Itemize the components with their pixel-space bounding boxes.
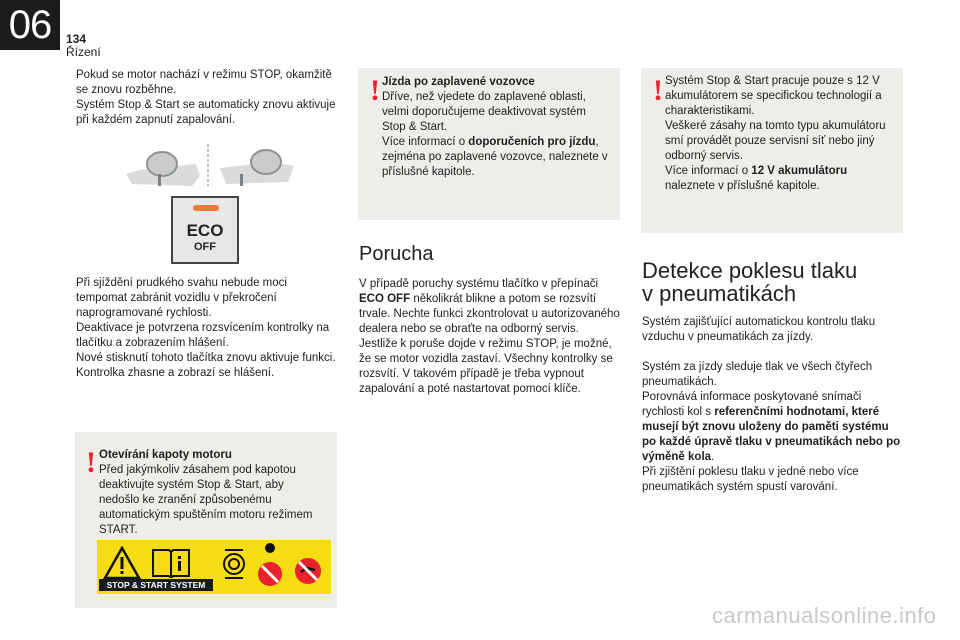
tyre-paragraph-2: Systém za jízdy sleduje tlak ve všech čtyřech pneumatikách. — [642, 361, 873, 388]
tyre-paragraph-4: Při zjištění poklesu tlaku v jedné nebo více pneumatikách systém spustí varování. — [642, 466, 859, 493]
warning-exclamation-icon: ! — [653, 74, 663, 107]
warning-exclamation-icon: ! — [370, 74, 380, 107]
hood-warning-body: Před jakýmkoliv zásahem pod kapotou deaktivujte systém Stop & Start, aby nedošlo ke zranění způsobenému automatickým spuštěním motoru režimem START. — [99, 464, 313, 536]
body-prefix: V případě poruchy systému tlačítko v přepínači — [359, 278, 599, 290]
right-wheel-drawing — [220, 150, 294, 186]
left-wheel-drawing — [126, 152, 200, 186]
more-bold: doporučeních pro jízdu — [468, 136, 596, 148]
battery-warning-line: Veškeré zásahy na tomto typu akumulátoru smí provádět pouze servisní síť nebo jiný odborný servis. — [665, 120, 886, 162]
para3-bold: referenčními hodnotami, které musejí být znovu uloženy do paměti systému po každé úpravě tlaku v pneumatikách nebo po výměně kola — [642, 406, 901, 463]
para3-suffix: . — [711, 451, 715, 463]
off-label: OFF — [194, 241, 216, 253]
col3-body — [642, 315, 904, 495]
more-suffix: naleznete v příslušné kapitole. — [665, 180, 820, 192]
no-touch-icon — [293, 556, 323, 586]
intro-paragraph: Systém Stop & Start se automaticky znovu aktivuje při každém zapnutí zapalování. — [76, 99, 336, 126]
eco-off-button — [171, 196, 239, 264]
flooded-road-more — [382, 135, 612, 180]
more-prefix: Více informací o — [665, 165, 752, 177]
flooded-road-body: Dříve, než vjedete do zaplavené oblasti, velmi doporučujeme deaktivovat systém Stop & Start. — [382, 91, 586, 133]
hood-warning-title: Otevírání kapoty motoru — [99, 449, 232, 461]
body-bold: ECO OFF — [359, 293, 411, 305]
intro-paragraph: Pokud se motor nachází v režimu STOP, okamžitě se znovu rozběhne. — [76, 69, 332, 96]
body-suffix: několikrát blikne a potom se rozsvítí trvale. Nechte funkci zkontrolovat u autorizovaného dealera nebo se obraťte na odborný servis. — [359, 293, 620, 335]
fan-hazard-icon — [221, 542, 247, 586]
col1-intro — [76, 68, 338, 128]
no-hands-icon — [255, 542, 285, 590]
battery-warning-line: Systém Stop & Start pracuje pouze s 12 V akumulátorem se specifickou technologií a charakteristikami. — [665, 75, 882, 117]
eco-label: ECO — [186, 221, 224, 240]
flooded-road-warning-text — [382, 75, 612, 180]
warning-exclamation-icon: ! — [86, 446, 96, 479]
heading-line-1: Detekce poklesu tlaku — [642, 258, 858, 283]
watermark: carmanualsonline.info — [712, 603, 937, 628]
flooded-road-title: Jízda po zaplavené vozovce — [382, 76, 535, 88]
battery-warning-more — [665, 164, 897, 194]
tyre-paragraph-3 — [642, 390, 904, 465]
tyre-paragraph-1: Systém zajišťující automatickou kontrolu tlaku vzduchu v pneumatikách za jízdy. — [642, 316, 876, 343]
flooded-road-warning-box — [358, 68, 620, 220]
hood-warning-box — [75, 432, 337, 608]
body-paragraph: Deaktivace je potvrzena rozsvícením kontrolky na tlačítku a zobrazením hlášení. — [76, 322, 330, 349]
body-paragraph: Nové stisknutí tohoto tlačítka znovu aktivuje funkci. Kontrolka zhasne a zobrazí se hlášení. — [76, 352, 336, 379]
more-prefix: Více informací o — [382, 136, 469, 148]
para3-prefix: Porovnává informace poskytované snímači rychlosti kol s — [642, 391, 862, 418]
steering-wheel-illustration — [122, 140, 298, 190]
hood-warning-text — [99, 448, 327, 538]
stop-start-label — [97, 540, 331, 594]
page-number: 134 — [66, 32, 87, 46]
battery-warning-box — [641, 68, 903, 233]
heading-tyre-pressure — [642, 259, 904, 305]
stop-start-system-label: STOP & START SYSTEM — [99, 579, 213, 591]
more-bold: 12 V akumulátoru — [751, 165, 848, 177]
warning-triangle-icon — [103, 546, 141, 580]
more-suffix: , zejména po zaplavené vozovce, naleznete v příslušné kapitole. — [382, 136, 608, 178]
col2-body — [359, 277, 623, 397]
body-paragraph: Při sjíždění prudkého svahu nebude moci tempomat zabránit vozidlu v překročení naprogramované rychlosti. — [76, 277, 287, 319]
col1-body — [76, 276, 338, 381]
battery-warning-text — [665, 74, 897, 194]
heading-porucha: Porucha — [359, 243, 434, 265]
malfunction-paragraph — [359, 277, 623, 337]
heading-line-2: v pneumatikách — [642, 281, 797, 306]
malfunction-paragraph-2: Jestliže k poruše dojde v režimu STOP, je možné, že se motor vozidla zastaví. Všechny kontrolky se rozsvítí. V takovém případě je třeba vypnout zapalování a poté nastartovat pomocí klíče. — [359, 338, 613, 395]
chapter-tab: 06 — [0, 0, 60, 50]
manual-book-icon — [151, 546, 191, 578]
section-name: Řízení — [66, 45, 101, 59]
eco-led-indicator — [193, 205, 219, 211]
